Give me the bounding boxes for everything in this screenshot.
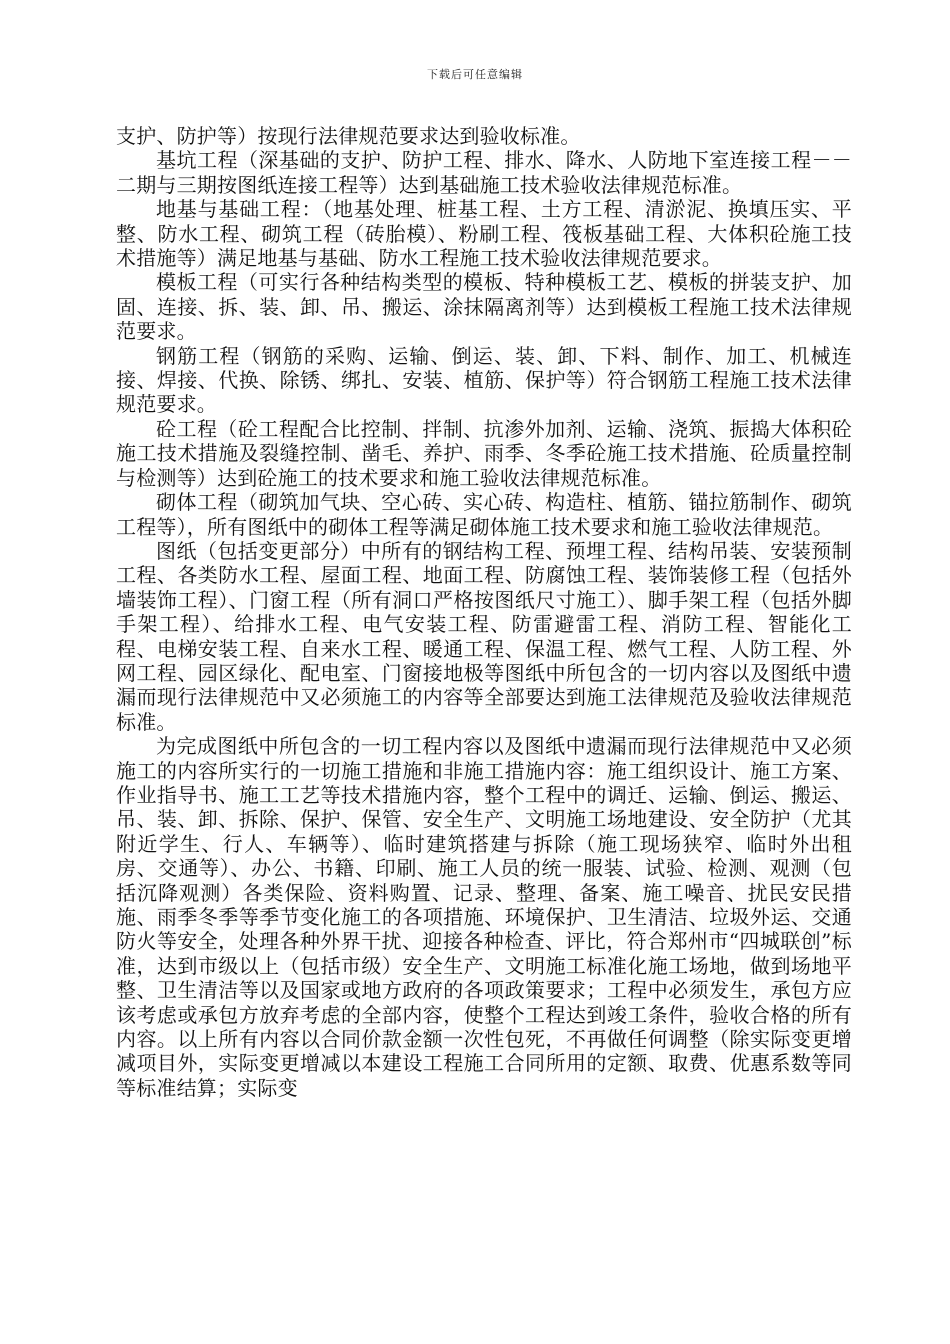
document-body	[116, 124, 852, 1100]
paragraph: 钢筋工程（钢筋的采购、运输、倒运、装、卸、下料、制作、加工、机械连接、焊接、代换、除锈、绑扎、安装、植筋、保护等）符合钢筋工程施工技术法律规范要求。	[116, 343, 852, 417]
paragraph: 为完成图纸中所包含的一切工程内容以及图纸中遗漏而现行法律规范中又必须施工的内容所实行的一切施工措施和非施工措施内容：施工组织设计、施工方案、作业指导书、施工工艺等技术措施内容，整个工程中的调迁、运输、倒运、搬运、吊、装、卸、拆除、保护、保管、安全生产、文明施工场地建设、安全防护（尤其附近学生、行人、车辆等）、临时建筑搭建与拆除（施工现场狭窄、临时外出租房、交通等）、办公、书籍、印刷、施工人员的统一服装、试验、检测、观测（包括沉降观测）各类保险、资料购置、记录、整理、备案、施工噪音、扰民安民措施、雨季冬季等季节变化施工的各项措施、环境保护、卫生清洁、垃圾外运、交通防火等安全，处理各种外界干扰、迎接各种检查、评比，符合郑州市“四城联创”标准，达到市级以上（包括市级）安全生产、文明施工标准化施工场地，做到场地平整、卫生清洁等以及国家或地方政府的各项政策要求；工程中必须发生，承包方应该考虑或承包方放弃考虑的全部内容，使整个工程达到竣工条件，验收合格的所有内容。以上所有内容以合同价款金额一次性包死，不再做任何调整（除实际变更增减项目外，实际变更增减以本建设工程施工合同所用的定额、取费、优惠系数等同等标准结算；实际变	[116, 734, 852, 1100]
paragraph: 地基与基础工程：（地基处理、桩基工程、土方工程、清淤泥、换填压实、平整、防水工程、砌筑工程（砖胎模）、粉刷工程、筏板基础工程、大体积砼施工技术措施等）满足地基与基础、防水工程施工技术验收法律规范要求。	[116, 197, 852, 271]
paragraph: 砌体工程（砌筑加气块、空心砖、实心砖、构造柱、植筋、锚拉筋制作、砌筑工程等），所有图纸中的砌体工程等满足砌体施工技术要求和施工验收法律规范。	[116, 490, 852, 539]
page-header-note: 下载后可任意编辑	[427, 68, 523, 81]
paragraph: 砼工程（砼工程配合比控制、拌制、抗渗外加剂、运输、浇筑、振捣大体积砼施工技术措施及裂缝控制、凿毛、养护、雨季、冬季砼施工技术措施、砼质量控制与检测等）达到砼施工的技术要求和施工验收法律规范标准。	[116, 416, 852, 490]
paragraph: 模板工程（可实行各种结构类型的模板、特种模板工艺、模板的拼装支护、加固、连接、拆、装、卸、吊、搬运、涂抹隔离剂等）达到模板工程施工技术法律规范要求。	[116, 270, 852, 344]
paragraph: 基坑工程（深基础的支护、防护工程、排水、降水、人防地下室连接工程－－二期与三期按图纸连接工程等）达到基础施工技术验收法律规范标准。	[116, 148, 852, 197]
paragraph: 图纸（包括变更部分）中所有的钢结构工程、预埋工程、结构吊装、安装预制工程、各类防水工程、屋面工程、地面工程、防腐蚀工程、装饰装修工程（包括外墙装饰工程）、门窗工程（所有洞口严格按图纸尺寸施工）、脚手架工程（包括外脚手架工程）、给排水工程、电气安装工程、防雷避雷工程、消防工程、智能化工程、电梯安装工程、自来水工程、暖通工程、保温工程、燃气工程、人防工程、外网工程、园区绿化、配电室、门窗接地极等图纸中所包含的一切内容以及图纸中遗漏而现行法律规范中又必须施工的内容等全部要达到施工法律规范及验收法律规范标准。	[116, 538, 852, 734]
paragraph: 支护、防护等）按现行法律规范要求达到验收标准。	[116, 124, 581, 148]
